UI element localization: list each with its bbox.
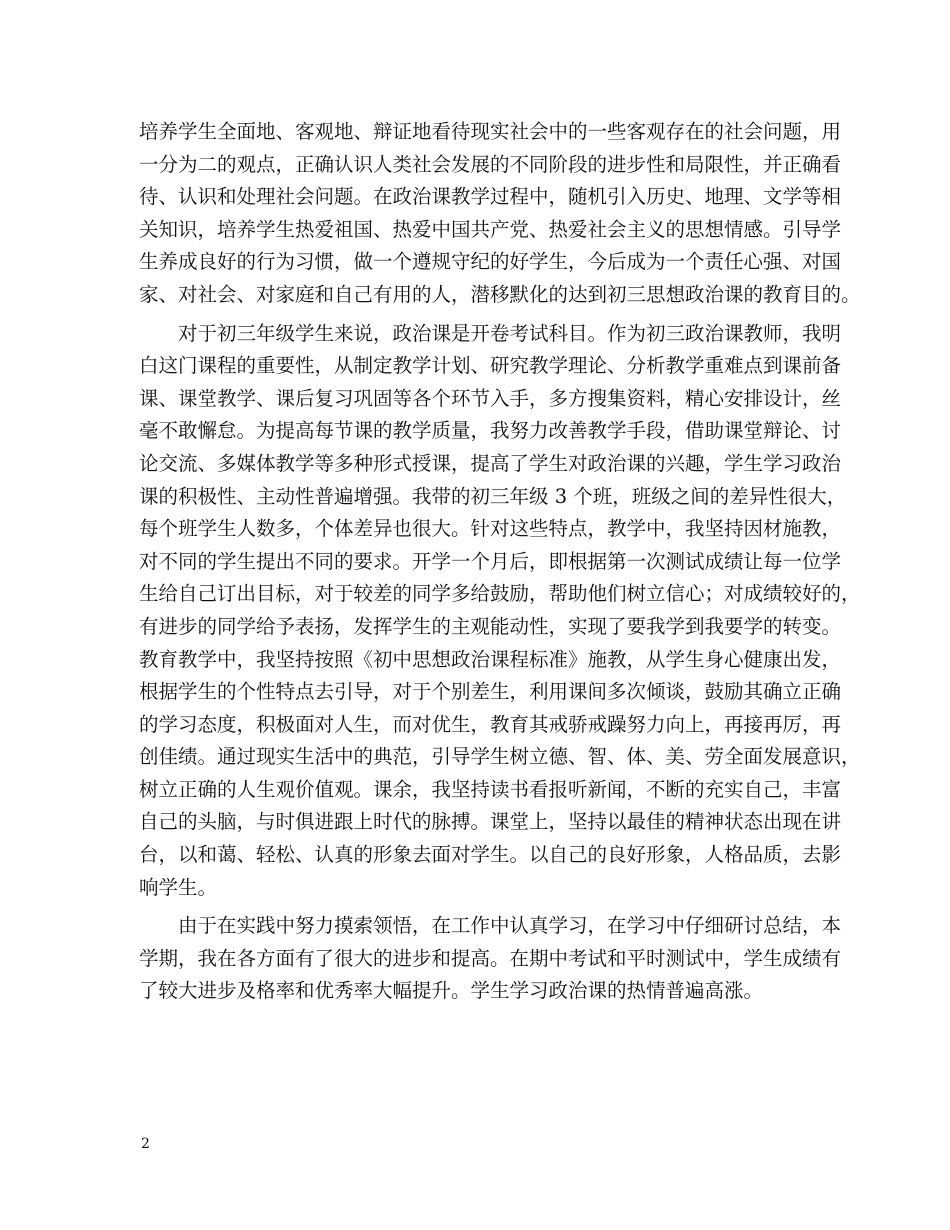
- text-line: 自己的头脑，与时俱进跟上时代的脉搏。课堂上，坚持以最佳的精神状态出现在讲: [139, 810, 842, 834]
- text-line: 白这门课程的重要性，从制定教学计划、研究教学理论、分析教学重难点到课前备: [139, 354, 842, 378]
- text-line: 学期，我在各方面有了很大的进步和提高。在期中考试和平时测试中，学生成绩有: [139, 946, 842, 970]
- text-line: 由于在实践中努力摸索领悟，在工作中认真学习，在学习中仔细研讨总结，本: [178, 914, 842, 938]
- text-line: 创佳绩。通过现实生活中的典范，引导学生树立德、智、体、美、劳全面发展意识，: [139, 745, 861, 769]
- text-line: 生养成良好的行为习惯，做一个遵规守纪的好学生，今后成为一个责任心强、对国: [139, 250, 842, 274]
- text-line: 对于初三年级学生来说，政治课是开卷考试科目。作为初三政治课教师，我明: [178, 321, 842, 345]
- text-line: 根据学生的个性特点去引导，对于个别差生，利用课间多次倾谈，鼓励其确立正确: [139, 680, 842, 704]
- text-line: 台，以和蔼、轻松、认真的形象去面对学生。以自己的良好形象，人格品质，去影: [139, 843, 842, 867]
- text-line: 一分为二的观点，正确认识人类社会发展的不同阶段的进步性和局限性，并正确看: [139, 152, 842, 176]
- paragraph: [139, 318, 861, 905]
- text-line: 培养学生全面地、客观地、辩证地看待现实社会中的一些客观存在的社会问题，用: [139, 120, 842, 143]
- text-line: 论交流、多媒体教学等多种形式授课，提高了学生对政治课的兴趣，学生学习政治: [139, 451, 842, 475]
- text-line: 课、课堂教学、课后复习巩固等各个环节入手，多方搜集资料，精心安排设计，丝: [139, 386, 842, 410]
- text-line: 对不同的学生提出不同的要求。开学一个月后，即根据第一次测试成绩让每一位学: [139, 549, 842, 573]
- paragraph: [139, 116, 861, 312]
- text-line: 待、认识和处理社会问题。在政治课教学过程中，随机引入历史、地理、文学等相: [139, 185, 842, 209]
- page-number: 2: [141, 1136, 150, 1152]
- text-line: 有进步的同学给予表扬，发挥学生的主观能动性，实现了要我学到我要学的转变。: [139, 614, 842, 638]
- text-line: 教育教学中，我坚持按照《初中思想政治课程标准》施教，从学生身心健康出发，: [139, 647, 842, 671]
- text-line: 树立正确的人生观价值观。课余，我坚持读书看报听新闻，不断的充实自己，丰富: [139, 777, 842, 801]
- text-line: 家、对社会、对家庭和自己有用的人，潜移默化的达到初三思想政治课的教育目的。: [139, 282, 861, 306]
- text-line: 了较大进步及格率和优秀率大幅提升。学生学习政治课的热情普遍高涨。: [139, 979, 764, 1003]
- paragraph: [139, 910, 842, 1008]
- text-line: 每个班学生人数多，个体差异也很大。针对这些特点，教学中，我坚持因材施教，: [139, 517, 842, 541]
- text-line: 毫不敢懈怠。为提高每节课的教学质量，我努力改善教学手段，借助课堂辩论、讨: [139, 419, 842, 443]
- text-line: 的学习态度，积极面对人生，而对优生，教育其戒骄戒躁努力向上，再接再厉，再: [139, 712, 842, 736]
- text-line: 生给自己订出目标，对于较差的同学多给鼓励，帮助他们树立信心；对成绩较好的，: [139, 582, 861, 606]
- text-line: 课的积极性、主动性普遍增强。我带的初三年级 3 个班，班级之间的差异性很大，: [139, 484, 847, 508]
- body-text: [139, 116, 861, 1008]
- text-line: 关知识，培养学生热爱祖国、热爱中国共产党、热爱社会主义的思想情感。引导学: [139, 217, 842, 241]
- text-line: 响学生。: [139, 875, 218, 899]
